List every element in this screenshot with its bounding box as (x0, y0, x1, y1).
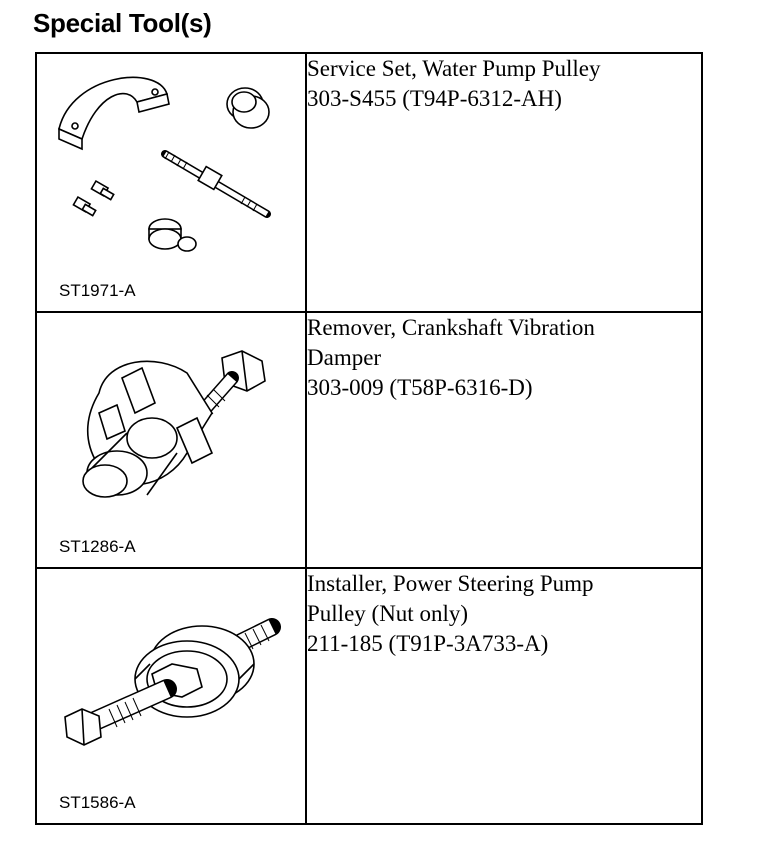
power-steering-pulley-installer-illustration (37, 569, 305, 779)
tool-image-cell (36, 53, 306, 312)
tool-name: Remover, Crankshaft Vibration (307, 315, 595, 340)
tool-description (306, 53, 702, 312)
special-tools-table (35, 52, 703, 825)
tool-image-code: ST1586-A (59, 793, 136, 812)
tool-part-number: 303-009 (T58P-6316-D) (307, 375, 533, 400)
tool-name: Service Set, Water Pump Pulley (307, 56, 601, 81)
tool-description (306, 312, 702, 568)
tool-name-continued: Damper (307, 345, 382, 370)
tool-image-code: ST1971-A (59, 281, 136, 300)
table-row (36, 568, 702, 824)
tool-image-cell (36, 312, 306, 568)
tool-image-cell (36, 568, 306, 824)
water-pump-pulley-service-set-illustration (37, 54, 305, 264)
table-row (36, 312, 702, 568)
page-heading: Special Tool(s) (33, 8, 212, 38)
tool-image-code: ST1286-A (59, 537, 136, 556)
tool-description (306, 568, 702, 824)
tool-part-number: 303-S455 (T94P-6312-AH) (307, 86, 562, 111)
table-row (36, 53, 702, 312)
crankshaft-damper-remover-illustration (37, 313, 305, 523)
tool-part-number: 211-185 (T91P-3A733-A) (307, 631, 549, 656)
tool-name: Installer, Power Steering Pump (307, 571, 594, 596)
tool-name-continued: Pulley (Nut only) (307, 601, 468, 626)
